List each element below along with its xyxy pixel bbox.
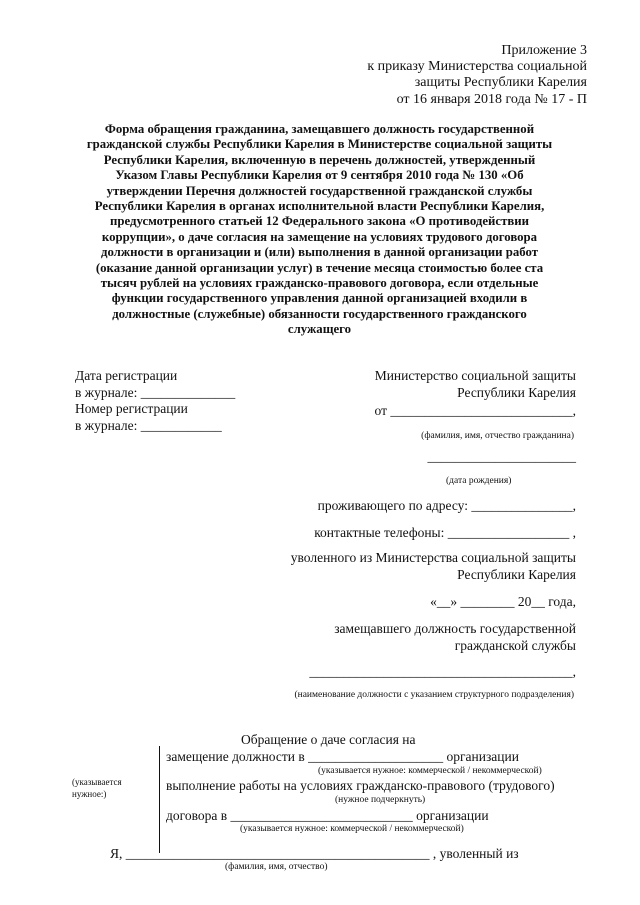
option-work-text[interactable]: выполнение работы на условиях гражданско-правового (трудового) [166, 778, 555, 793]
dismissal-date-field[interactable]: «__» ________ 20__ года, [430, 594, 576, 609]
appeal-heading: Обращение о даче согласия на [241, 732, 416, 747]
title-line: Республики Карелия, включенную в перечень должностей, утвержденный [103, 152, 536, 167]
option-position-text[interactable]: замещение должности в ____________________ организации [166, 749, 519, 764]
from-citizen-caption: (фамилия, имя, отчество гражданина) [421, 431, 574, 441]
registration-number-label: Номер регистрации [75, 401, 188, 416]
dismissed-from-line1: уволенного из Министерства социальной защиты [290, 550, 576, 565]
title-line: Указом Главы Республики Карелия от 9 сентября 2010 года № 130 «Об [115, 168, 524, 183]
appendix-line: к приказу Министерства социальной [367, 59, 587, 75]
title-line: (оказание данной организации услуг) в течение месяца стоимостью более ста [95, 260, 544, 275]
title-line: Республики Карелия в органах исполнительной власти Республики Карелия, [94, 199, 545, 214]
title-line: должности в организации и (или) выполнения в данной организации работ [100, 245, 539, 260]
title-line: должностные (служебные) обязанности государственного гражданского [112, 306, 527, 321]
birth-date-field[interactable]: ______________________ [427, 449, 576, 464]
title-line: функции государственного управления данной организацией входили в [111, 291, 528, 306]
title-line: предусмотренного статьей 12 Федерального закона «О противодействии [109, 214, 530, 229]
option-contract-text[interactable]: договора в ___________________________ организации [166, 808, 489, 823]
option-work-caption: (нужное подчеркнуть) [335, 795, 426, 805]
appendix-header [307, 43, 587, 108]
form-title [62, 122, 577, 338]
option-contract-caption: (указывается нужное: коммерческой / некоммерческой) [240, 824, 464, 834]
position-line1: замещавшего должность государственной [334, 621, 576, 636]
title-line: гражданской службы Республики Карелия в Министерстве социальной защиты [86, 137, 553, 152]
dismissed-from-line2: Республики Карелия [457, 567, 576, 582]
title-line: Форма обращения гражданина, замещавшего должность государственной [104, 122, 535, 136]
registration-date-field[interactable]: в журнале: ______________ [75, 385, 236, 400]
side-note-line2: нужное:) [72, 789, 107, 799]
declarant-name-field[interactable]: Я, _____________________________________________ , уволенный из [110, 846, 519, 861]
position-name-field[interactable]: _______________________________________, [309, 664, 576, 679]
ministry-name-line1: Министерство социальной защиты [374, 368, 576, 383]
title-line: тысяч рублей на условиях гражданско-правового договора, если отдельные [100, 276, 539, 291]
registration-number-field[interactable]: в журнале: ____________ [75, 418, 222, 433]
title-line: утверждении Перечня должностей государственной гражданской службы [106, 183, 533, 198]
title-line: коррупции», о даче согласия на замещение на условиях трудового договора [101, 229, 538, 244]
position-name-caption: (наименование должности с указанием структурного подразделения) [294, 690, 574, 700]
ministry-name-line2: Республики Карелия [457, 385, 576, 400]
birth-date-caption: (дата рождения) [446, 476, 512, 486]
bracket-line [159, 746, 160, 853]
appendix-line: от 16 января 2018 года № 17 - П [396, 91, 587, 107]
appendix-line: Приложение 3 [501, 43, 587, 58]
side-note-line1: (указывается [72, 777, 122, 787]
declarant-name-caption: (фамилия, имя, отчество) [225, 862, 328, 872]
from-citizen-field[interactable]: от ___________________________, [374, 403, 576, 418]
registration-date-label: Дата регистрации [75, 368, 178, 383]
position-line2: гражданской службы [454, 638, 576, 653]
appendix-line: защиты Республики Карелия [414, 75, 587, 91]
title-line: служащего [287, 322, 352, 337]
option-position-caption: (указывается нужное: коммерческой / некоммерческой) [318, 766, 542, 776]
phones-field[interactable]: контактные телефоны: __________________ , [314, 525, 576, 540]
address-field[interactable]: проживающего по адресу: _______________, [317, 498, 576, 513]
